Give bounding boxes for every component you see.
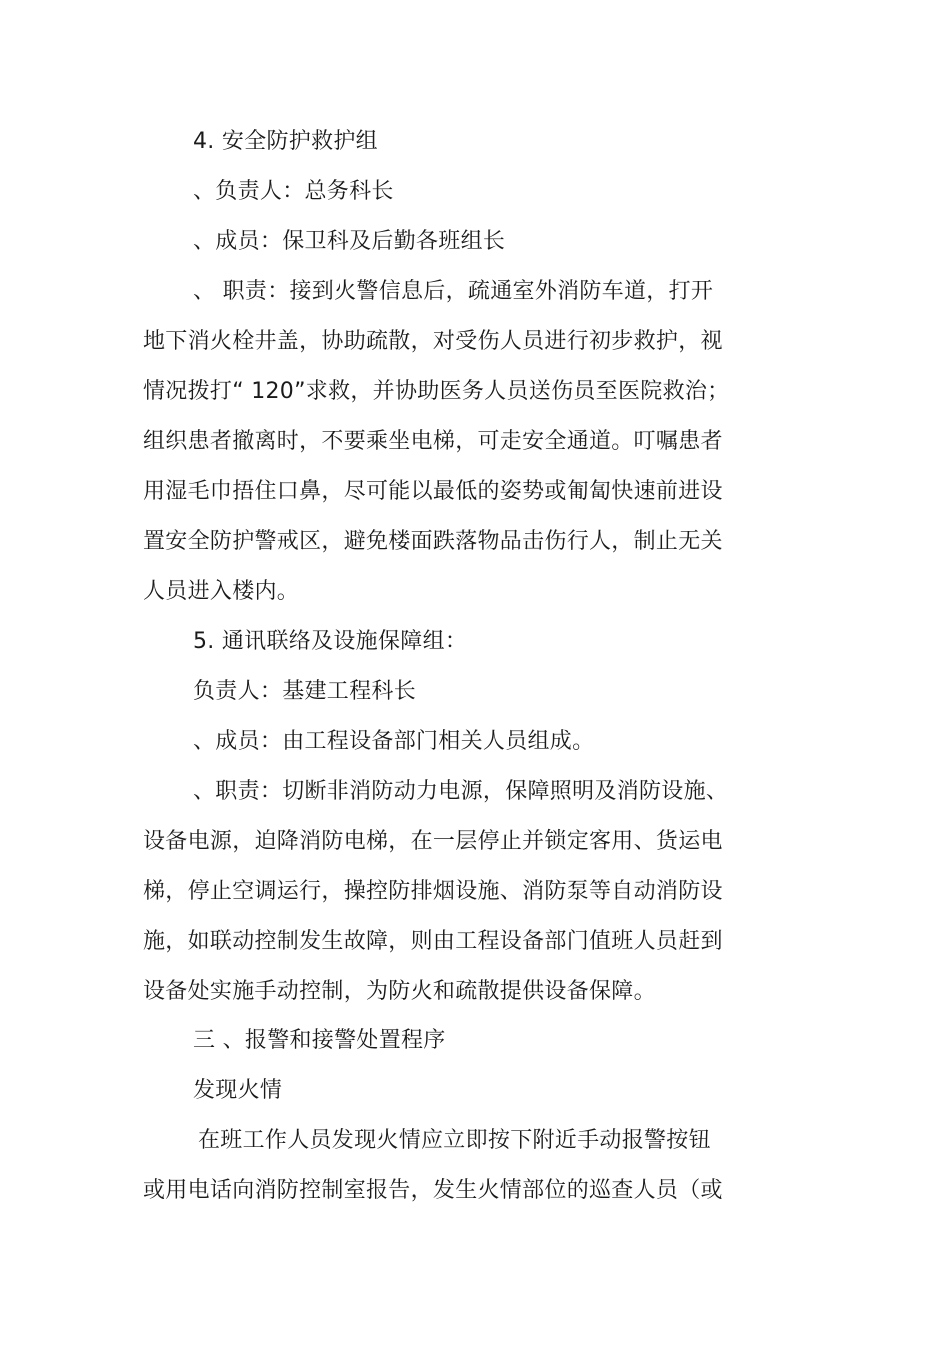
paragraph-line-2: 或用电话向消防控制室报告，发生火情部位的巡查人员（或 [143,1178,723,1203]
section-4-members: 、成员：保卫科及后勤各班组长 [193,229,506,254]
section-5-duty-line-1: 、职责：切断非消防动力电源，保障照明及消防设施、 [193,779,729,804]
section-4-duty-line-4: 组织患者撤离时，不要乘坐电梯，可走安全通道。叮嘱患者 [143,429,723,454]
section-5-duty-line-5: 设备处实施手动控制，为防火和疏散提供设备保障。 [143,979,656,1004]
section-4-leader: 、负责人：总务科长 [193,179,394,204]
section-4-heading: 4. 安全防护救护组 [193,129,378,154]
section-5-leader: 负责人：基建工程科长 [193,679,417,704]
section-4-duty-line-3: 情况拨打“ 120”求救，并协助医务人员送伤员至医院救治； [143,379,730,404]
section-5-duty-line-3: 梯，停止空调运行，操控防排烟设施、消防泵等自动消防设 [143,879,723,904]
section-5-duty-line-4: 施，如联动控制发生故障，则由工程设备部门值班人员赶到 [143,929,723,954]
section-4-duty-line-2: 地下消火栓井盖，协助疏散，对受伤人员进行初步救护，视 [143,329,723,354]
section-3-heading: 三 、报警和接警处置程序 [193,1028,446,1053]
section-5-heading: 5. 通讯联络及设施保障组： [193,629,468,654]
subheading-fire-discovery: 发现火情 [193,1078,283,1103]
section-4-duty-line-5: 用湿毛巾捂住口鼻，尽可能以最低的姿势或匍匐快速前进设 [143,479,723,504]
paragraph-line-1: 在班工作人员发现火情应立即按下附近手动报警按钮 [198,1128,711,1153]
section-4-duty-line-7: 人员进入楼内。 [143,579,300,604]
section-4-duty-line-1: 、 职责：接到火警信息后，疏通室外消防车道，打开 [193,279,714,304]
section-4-duty-line-6: 置安全防护警戒区，避免楼面跌落物品击伤行人，制止无关 [143,529,723,554]
section-5-members: 、成员：由工程设备部门相关人员组成。 [193,729,595,754]
section-5-duty-line-2: 设备电源，迫降消防电梯，在一层停止并锁定客用、货运电 [143,829,723,854]
